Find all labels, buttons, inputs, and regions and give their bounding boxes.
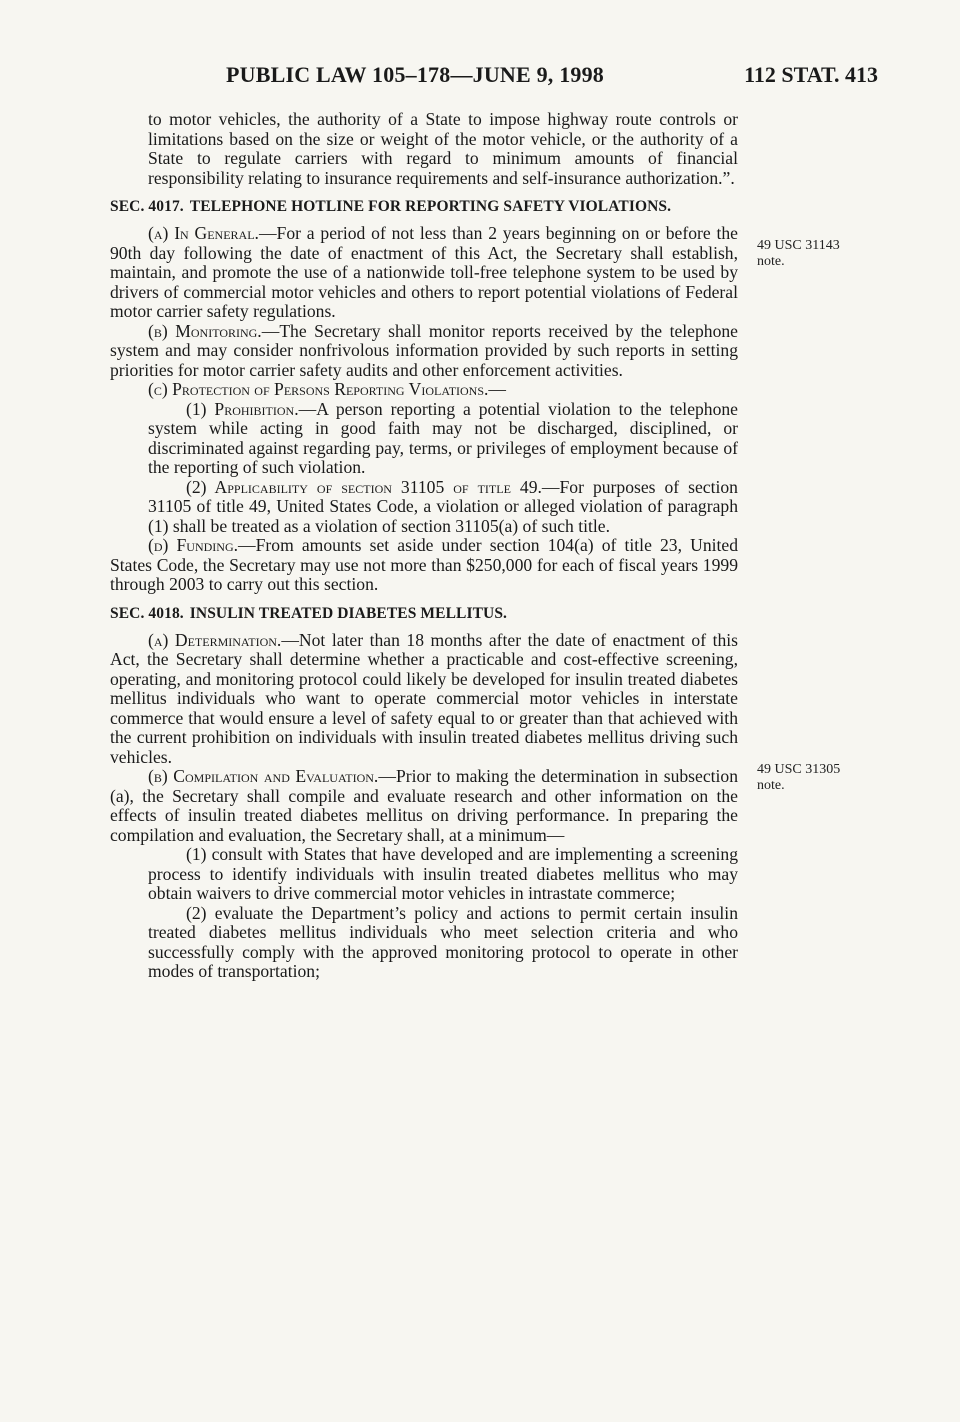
subsection-b [110, 322, 738, 381]
page-body [110, 110, 738, 982]
subsection-heading: (d) Funding. [148, 535, 239, 555]
header-title: PUBLIC LAW 105–178—JUNE 9, 1998 [226, 62, 604, 87]
section-heading-4018 [110, 605, 738, 623]
paragraph-b2: (2) evaluate the Department’s policy and actions to permit certain insulin treated diabetes mellitus individuals who meet selection criteria and who successfully comply with the approved monitoring protocol to operate in other modes of transportation; [148, 902, 738, 981]
subsection-heading: (a) Determination. [148, 629, 282, 650]
subsection-text: —Not later than 18 months after the date of enactment of this Act, the Secretary shall determine whether a practicable and cost-effective screening, operating, and monitoring protocol could likely be developed for insulin treated diabetes mellitus individuals who want to operate commercial motor vehicles in interstate commerce that would ensure a level of safety equal to or greater than that achieved with the current prohibition on individuals with insulin treated diabetes mellitus driving such vehicles. [110, 629, 738, 767]
margin-note-sec4018 [757, 762, 877, 794]
section-heading-4017 [110, 198, 738, 216]
paragraph-heading: (1) Prohibition. [186, 398, 299, 419]
subsection-c [110, 380, 738, 400]
subsection-d [110, 536, 738, 595]
running-header [110, 62, 878, 92]
paragraph-heading: (2) Applicability of section 31105 of title 49. [186, 476, 542, 497]
subsection-heading: (b) Compilation and Evaluation. [148, 766, 379, 786]
margin-note-suffix: note. [757, 254, 785, 269]
paragraph-c2 [110, 478, 738, 537]
header-stat-page: 112 STAT. 413 [744, 62, 878, 87]
subsection-a [110, 224, 738, 322]
section-title: INSULIN TREATED DIABETES MELLITUS. [189, 604, 508, 622]
subsection-text: —For a period of not less than 2 years beginning on or before the 90th day following the date of enactment of this Act, the Secretary shall establish, maintain, and promote the use of a nationwide toll-free telephone system to be used by drivers of commercial motor vehicles and others to report potential violations of Federal motor carrier safety regulations. [110, 223, 738, 321]
continuation-paragraph: to motor vehicles, the authority of a State to impose highway route controls or limitations based on the size or weight of the motor vehicle, or the authority of a State to regulate carriers with regard to minimum amounts of financial responsibility relating to insurance requirements and self-insurance authorization.”. [148, 109, 738, 188]
section-title: TELEPHONE HOTLINE FOR REPORTING SAFETY VIOLATIONS. [189, 198, 672, 215]
paragraph-text: —For purposes of section 31105 of title 49, United States Code, a violation or alleged violation of paragraph (1) shall be treated as a violation of section 31105(a) of such title. [148, 476, 738, 536]
subsection-text: —The Secretary shall monitor reports received by the telephone system and may consider nonfrivolous information provided by such reports in setting priorities for motor carrier safety audits and other enforcement activities. [110, 320, 738, 380]
margin-note-suffix: note. [757, 778, 785, 793]
paragraph-text: —A person reporting a potential violation to the telephone system while acting in good faith may not be discharged, disciplined, or discriminated against regarding pay, terms, or privileges of employment because of the reporting of such violation. [148, 398, 738, 477]
section-number: SEC. 4018. [110, 604, 184, 622]
margin-note-citation: 49 USC 31143 [757, 238, 840, 253]
paragraph-b1: (1) consult with States that have developed and are implementing a screening process to identify individuals with insulin treated diabetes mellitus who may obtain waivers to drive commercial motor vehicles in intrastate commerce; [148, 844, 738, 903]
subsection-heading: (b) Monitoring. [148, 320, 262, 341]
margin-note-citation: 49 USC 31305 [757, 762, 841, 777]
subsection-a [110, 631, 738, 768]
subsection-heading: (a) In General. [148, 223, 259, 243]
subsection-text: —Prior to making the determination in subsection (a), the Secretary shall compile and evaluate research and other information on the effects of insulin treated diabetes mellitus on driving performance. In preparing the compilation and evaluation, the Secretary shall, at a minimum— [110, 766, 739, 845]
subsection-text: —From amounts set aside under section 104(a) of title 23, United States Code, the Secretary may use not more than $250,000 for each of fiscal years 1999 through 2003 to carry out this section. [110, 535, 738, 594]
section-number: SEC. 4017. [110, 198, 184, 215]
subsection-heading: (c) Protection of Persons Reporting Violations. [148, 379, 489, 399]
subsection-text: — [488, 379, 507, 399]
subsection-b [110, 767, 738, 845]
paragraph-c1 [110, 400, 738, 478]
margin-note-sec4017 [757, 238, 877, 270]
